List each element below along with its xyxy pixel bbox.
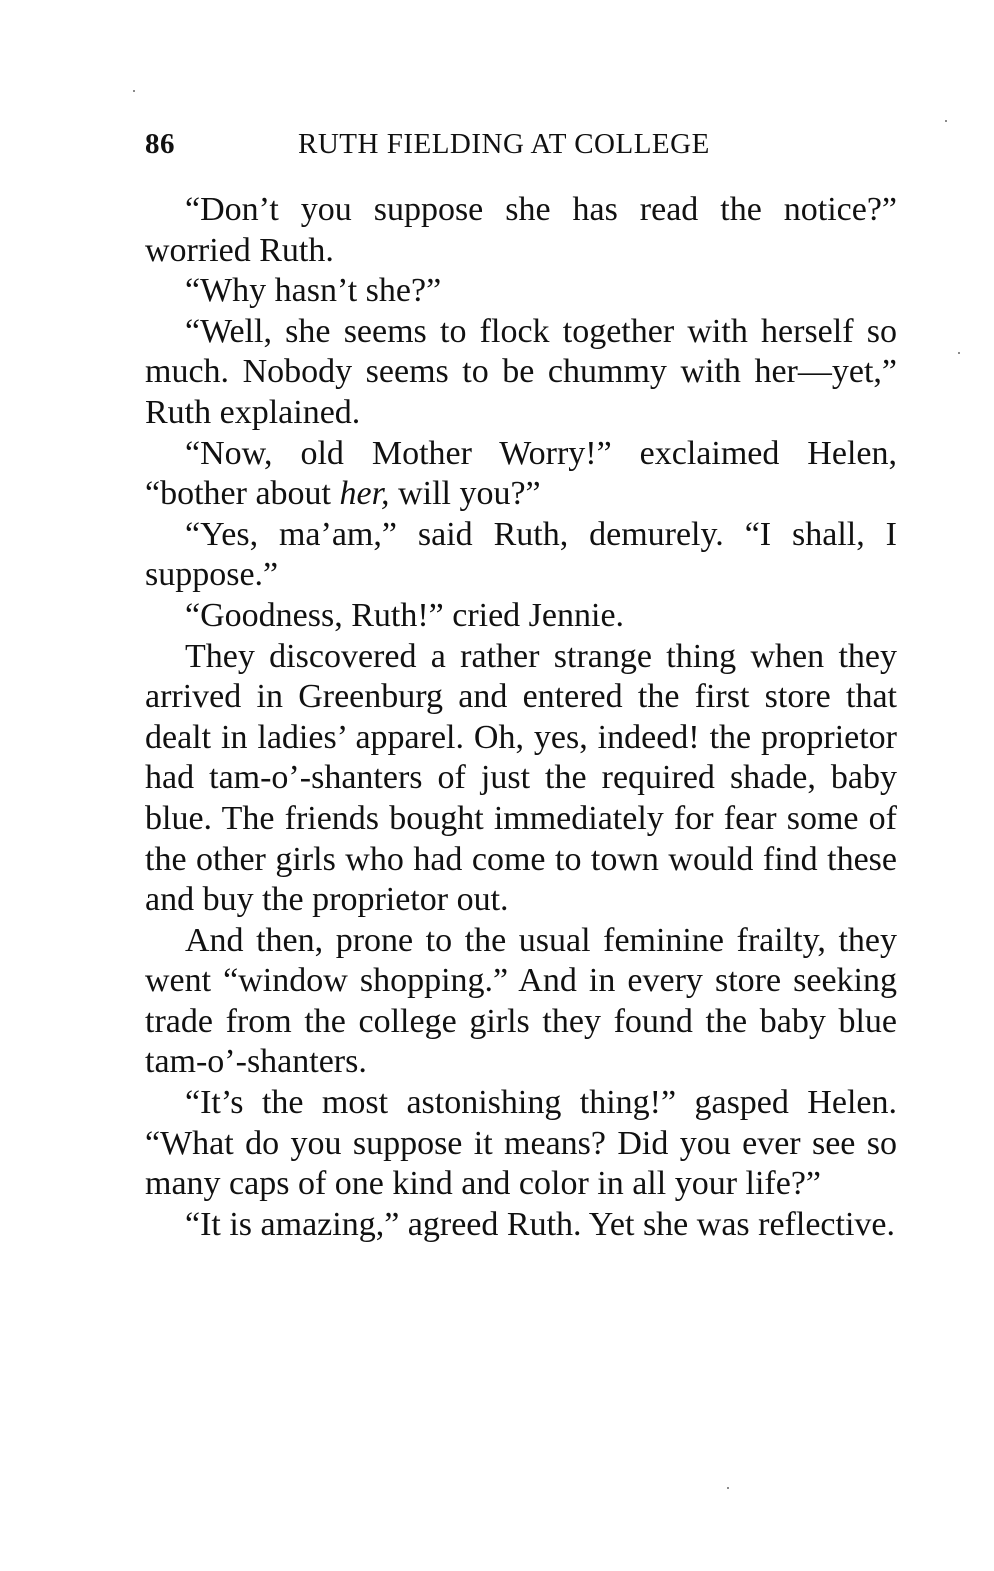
running-head [145, 128, 897, 168]
scan-speck-bottom [727, 1487, 729, 1489]
book-title: RUTH FIELDING AT COLLEGE [298, 128, 710, 160]
paragraph-4 [145, 434, 897, 515]
paragraph-3: “Well, she seems to flock together with herself so much. Nobody seems to be chummy with her—yet,” Ruth explained. [145, 312, 897, 431]
paragraph-2: “Why hasn’t she?” [185, 272, 442, 310]
paragraph-4-after: will you?” [389, 475, 541, 513]
scan-speck-mid-right [958, 352, 960, 354]
scan-speck-right [945, 120, 947, 122]
paragraph-6: “Goodness, Ruth!” cried Jennie. [185, 596, 625, 634]
paragraph-4-emphasis: her, [339, 475, 390, 513]
scan-speck-top [133, 90, 135, 92]
body-text [145, 190, 897, 1245]
page-number: 86 [145, 128, 175, 160]
paragraph-10: “It is amazing,” agreed Ruth. Yet she was reflective. [185, 1205, 895, 1243]
paragraph-9: “It’s the most astonishing thing!” gasped Helen. “What do you suppose it means? Did you ever see so many caps of one kind and color in all your life?” [145, 1084, 897, 1203]
paragraph-1: “Don’t you suppose she has read the notice?” worried Ruth. [145, 191, 897, 269]
paragraph-5: “Yes, ma’am,” said Ruth, demurely. “I shall, I suppose.” [145, 515, 897, 594]
paragraph-7: They discovered a rather strange thing when they arrived in Greenburg and entered the first store that dealt in ladies’ apparel. Oh, yes, indeed! the proprietor had tam-o’-shanters of just the required shade, baby blue. The friends bought immediately for fear some of the other girls who had come to town would find these and buy the proprietor out. [145, 637, 897, 919]
paragraph-8: And then, prone to the usual feminine frailty, they went “window shopping.” And in every store seeking trade from the college girls they found the baby blue tam-o’-shanters. [145, 921, 897, 1081]
paragraph-4-before: “Now, old Mother Worry!” exclaimed Helen, “bother about [145, 434, 897, 513]
